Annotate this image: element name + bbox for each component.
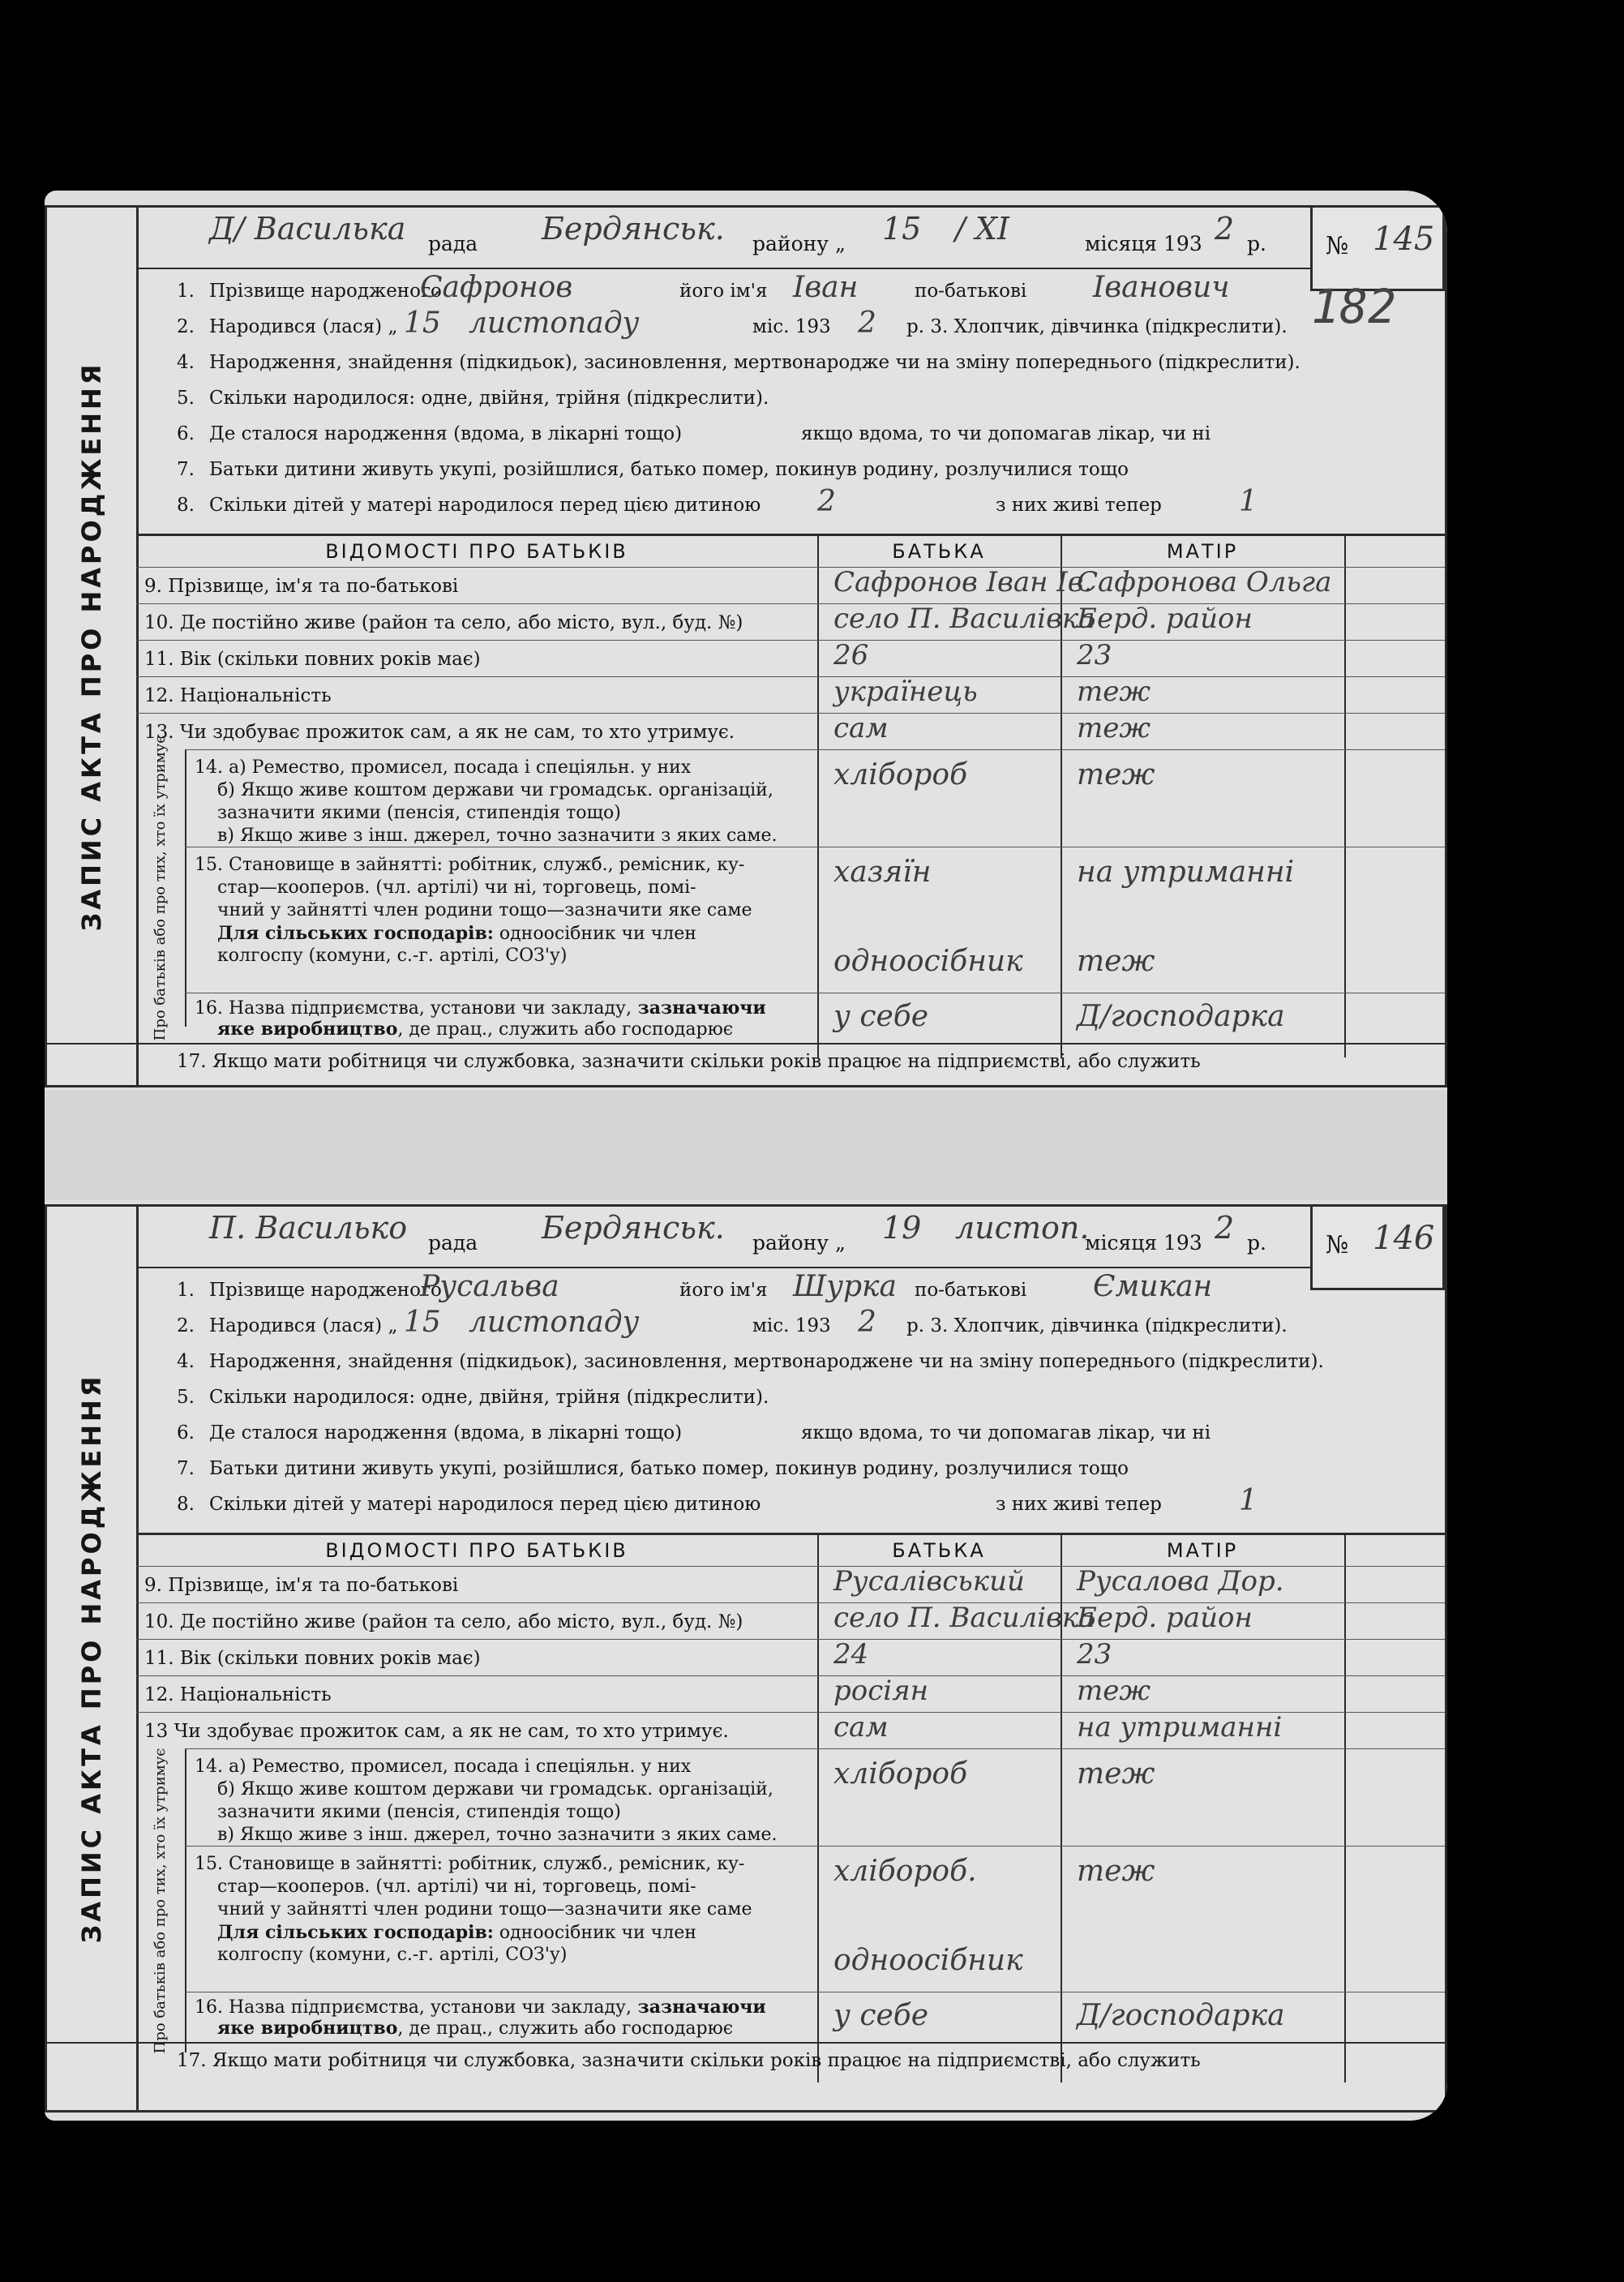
handwritten-v3: 1 (1239, 485, 1258, 518)
father-value: 24 (833, 1638, 869, 1671)
month-label: місяця 193 (1085, 1231, 1202, 1255)
row-15-line: 15. Становище в зайнятті: робітник, служб., ремісник, ку- (195, 855, 745, 875)
row-16-bold: зазначаючи (632, 1997, 766, 2018)
mother-value: 23 (1077, 1638, 1112, 1671)
table-row-17 (47, 1043, 1445, 1077)
handwritten-v2: листопаду (469, 307, 640, 340)
father-occupation: хлібороб (833, 1757, 968, 1791)
handwritten-v3: 2 (858, 1306, 876, 1339)
supporter-side-title: Про батьків або про тих, хто їх утримує (152, 1748, 169, 2053)
year-suffix: р. (1247, 1231, 1266, 1255)
supporter-side-column (136, 1748, 186, 2053)
handwritten-v2: Іван (793, 271, 859, 304)
father-value: 26 (833, 639, 869, 671)
line-end-label: з них живі тепер (996, 495, 1162, 516)
line-label: Народився (лася) „ (209, 1315, 398, 1336)
line-label: Скільки дітей у матері народилося перед цією дитиною (209, 1494, 761, 1515)
table-row (136, 1712, 1445, 1749)
table-row-16 (185, 993, 1445, 1044)
line-end-label: по-батькові (915, 1280, 1027, 1301)
table-header-cell: БАТЬКА (892, 1539, 986, 1562)
birth-record (45, 1204, 1447, 2113)
line-label: Прізвище народженого (209, 281, 442, 302)
row-16-rest: , де прац., служить або господарює (397, 1019, 734, 1040)
row-15-bold-line (217, 1921, 696, 1945)
father-status: хазяїн (833, 856, 932, 889)
handwritten-v2: листопаду (469, 1306, 640, 1339)
table-row-14 (185, 1748, 1445, 1847)
row-15-line: чний у зайнятті член родини тощо—зазначити яке саме (217, 900, 752, 920)
father-workplace: у себе (833, 1000, 929, 1033)
line-mid-label: його ім'я (679, 1280, 768, 1301)
mother-status: на утриманні (1077, 856, 1295, 889)
row-label: 11. Вік (скільки повних років має) (144, 1648, 481, 1669)
day-handwritten: 15 (882, 211, 922, 247)
line-mid-label: міс. 193 (752, 316, 831, 337)
line-number: 2. (177, 316, 195, 337)
row-15-line: стар—кооперов. (чл. артілі) чи ні, торговець, помі- (217, 1877, 696, 1897)
table-header-cell: ВІДОМОСТІ ПРО БАТЬКІВ (325, 1539, 628, 1562)
line-end-label: р. 3. Хлопчик, дівчинка (підкреслити). (906, 316, 1288, 337)
row-16-line-1 (195, 1996, 766, 2019)
line-label: Народження, знайдення (підкидьок), засиновлення, мертвонароджене чи на зміну попереднього (підкреслити). (209, 1351, 1324, 1372)
district-handwritten: Бердянськ. (542, 211, 725, 247)
mother-value: Берд. район (1077, 1602, 1253, 1634)
line-end-label: якщо вдома, то чи допомагав лікар, чи ні (801, 1422, 1211, 1443)
record-number-label: № (1326, 232, 1349, 260)
rada-label: рада (428, 232, 478, 255)
rada-handwritten: П. Василько (209, 1210, 408, 1246)
father-value: Сафронов Іван Ів. (833, 566, 1093, 598)
record-header (136, 1207, 1445, 1268)
line-end-label: по-батькові (915, 281, 1027, 302)
table-row-15 (185, 1846, 1445, 1992)
row-label: 10. Де постійно живе (район та село, або місто, вул., буд. №) (144, 612, 743, 633)
row-15-bold-text: Для сільських господарів: (217, 923, 494, 944)
table-row (136, 1675, 1445, 1713)
line-end-label: з них живі тепер (996, 1494, 1162, 1515)
row-15-bold-rest: одноосібник чи член (493, 1923, 696, 1943)
father-value: українець (833, 676, 978, 708)
line-end-label: р. 3. Хлопчик, дівчинка (підкреслити). (906, 1315, 1288, 1336)
parents-table (136, 534, 1445, 1072)
line-number: 5. (177, 388, 195, 409)
row-16-text: 16. Назва підприємства, установи чи закладу, (195, 1997, 632, 2018)
mother-farm-status: теж (1077, 945, 1155, 978)
row-15-last-line: колгоспу (комуни, с.-г. артілі, СОЗ'у) (217, 946, 568, 966)
line-label: Народився (лася) „ (209, 316, 398, 337)
document-sheet (45, 191, 1447, 2121)
father-value: село П. Василівка (833, 603, 1095, 635)
table-row-14 (185, 749, 1445, 847)
father-farm-status: одноосібник (833, 945, 1023, 978)
row-label: 9. Прізвище, ім'я та по-батькові (144, 576, 459, 597)
row-16-line-2 (217, 2017, 733, 2040)
rada-label: рада (428, 1231, 478, 1255)
record-side-title: ЗАПИС АКТА ПРО НАРОДЖЕННЯ (76, 361, 107, 932)
line-number: 1. (177, 1280, 195, 1301)
row-label: 10. Де постійно живе (район та село, або місто, вул., буд. №) (144, 1611, 743, 1632)
line-mid-label: міс. 193 (752, 1315, 831, 1336)
record-side-column (47, 1207, 139, 2110)
table-header-cell: МАТІР (1166, 1539, 1239, 1562)
record-header (136, 208, 1445, 269)
row-label: 9. Прізвище, ім'я та по-батькові (144, 1575, 459, 1596)
table-header-cell: МАТІР (1166, 540, 1239, 563)
mother-value: на утриманні (1077, 1711, 1283, 1744)
supporter-side-column (136, 735, 186, 1041)
table-row (136, 567, 1445, 604)
line-number: 7. (177, 1458, 195, 1479)
row-16-bold-2: яке виробництво (217, 2018, 398, 2039)
row-15-bold-text: Для сільських господарів: (217, 1922, 494, 1943)
father-workplace: у себе (833, 1999, 929, 2032)
father-farm-status: одноосібник (833, 1944, 1023, 1977)
line-number: 4. (177, 352, 195, 373)
row-label: 12. Національність (144, 685, 332, 706)
year-suffix: р. (1247, 232, 1266, 255)
handwritten-v2: Шурка (793, 1270, 897, 1303)
row-label: 13 Чи здобуває прожиток сам, а як не сам, то хто утримує. (144, 1721, 729, 1742)
handwritten-v1: 15 (404, 1306, 441, 1339)
row-16-bold: зазначаючи (632, 997, 766, 1019)
line-label: Де сталося народження (вдома, в лікарні тощо) (209, 423, 683, 444)
line-label: Скільки дітей у матері народилося перед цією дитиною (209, 495, 761, 516)
handwritten-v1: 15 (404, 307, 441, 340)
line-label: Скільки народилося: одне, двійня, трійня (підкреслити). (209, 388, 769, 409)
row-14-line: 14. а) Ремество, промисел, посада і спеціяльн. у них (195, 1757, 692, 1777)
row-14-line: б) Якщо живе коштом держави чи громадськ. організацій, (217, 1779, 773, 1799)
month-handwritten: / XI (955, 211, 1009, 247)
district-label: району „ (752, 232, 846, 255)
supporter-side-title: Про батьків або про тих, хто їх утримує (152, 735, 169, 1041)
mother-value: Берд. район (1077, 603, 1253, 635)
row-15-last-line: колгоспу (комуни, с.-г. артілі, СОЗ'у) (217, 1945, 568, 1965)
mother-occupation: теж (1077, 758, 1155, 791)
handwritten-v3: Ємикан (1093, 1270, 1213, 1303)
line-number: 7. (177, 459, 195, 480)
table-row (136, 676, 1445, 714)
record-number-value: 146 (1373, 1220, 1435, 1257)
mother-occupation: теж (1077, 1757, 1155, 1791)
table-row (136, 1639, 1445, 1676)
record-side-title: ЗАПИС АКТА ПРО НАРОДЖЕННЯ (76, 1373, 107, 1944)
table-row (136, 1602, 1445, 1640)
birth-record (45, 205, 1447, 1087)
rada-handwritten: Д/ Василька (209, 211, 406, 247)
handwritten-v1: Русальва (420, 1270, 559, 1303)
day-handwritten: 19 (882, 1210, 922, 1246)
line-number: 6. (177, 1422, 195, 1443)
line-number: 2. (177, 1315, 195, 1336)
row-15-bold-line (217, 922, 696, 946)
row-15-line: 15. Становище в зайнятті: робітник, служб., ремісник, ку- (195, 1854, 745, 1874)
year-handwritten: 2 (1215, 211, 1235, 247)
table-row-17 (47, 2042, 1445, 2076)
line-number: 8. (177, 1494, 195, 1515)
father-status: хлібороб. (833, 1855, 977, 1888)
father-value: сам (833, 712, 889, 744)
mother-workplace: Д/господарка (1077, 1999, 1285, 2032)
line-number: 4. (177, 1351, 195, 1372)
line-number: 8. (177, 495, 195, 516)
line-label: Батьки дитини живуть укупі, розійшлися, батько помер, покинув родину, розлучилися тощо (209, 1458, 1129, 1479)
sheet-gap (45, 1091, 1447, 1200)
father-value: село П. Василівка (833, 1602, 1095, 1634)
line-label: Де сталося народження (вдома, в лікарні тощо) (209, 1422, 683, 1443)
father-occupation: хлібороб (833, 758, 968, 791)
row-16-bold-2: яке виробництво (217, 1019, 398, 1040)
table-row (136, 603, 1445, 641)
row-label: 13. Чи здобуває прожиток сам, а як не сам, то хто утримує. (144, 722, 735, 743)
row-14-line: в) Якщо живе з інш. джерел, точно зазначити з яких саме. (217, 1825, 778, 1845)
row-label: 11. Вік (скільки повних років має) (144, 649, 481, 670)
row-17-text: 17. Якщо мати робітниця чи службовка, зазначити скільки років працює на підприємстві, або служить (177, 1051, 1201, 1072)
mother-value: 23 (1077, 639, 1112, 671)
handwritten-v1: Сафронов (420, 271, 573, 304)
record-number-box (1310, 1204, 1445, 1290)
table-row (136, 1566, 1445, 1603)
month-handwritten: листоп. (955, 1210, 1090, 1246)
mother-status: теж (1077, 1855, 1155, 1888)
margin-number-mark: 182 (1311, 279, 1396, 334)
mother-workplace: Д/господарка (1077, 1000, 1285, 1033)
line-label: Прізвище народженого (209, 1280, 442, 1301)
father-value: росіян (833, 1675, 929, 1707)
row-14-line: в) Якщо живе з інш. джерел, точно зазначити з яких саме. (217, 826, 778, 846)
row-14-line: 14. а) Ремество, промисел, посада і спеціяльн. у них (195, 757, 692, 778)
row-15-line: стар—кооперов. (чл. артілі) чи ні, торговець, помі- (217, 877, 696, 898)
line-number: 1. (177, 281, 195, 302)
row-16-line-1 (195, 997, 766, 1020)
table-row (136, 713, 1445, 750)
row-14-line: б) Якщо живе коштом держави чи громадськ. організацій, (217, 780, 773, 800)
table-row-16 (185, 1992, 1445, 2043)
line-label: Скільки народилося: одне, двійня, трійня (підкреслити). (209, 1387, 769, 1408)
mother-value: Сафронова Ольга (1077, 566, 1332, 598)
father-value: Русалівський (833, 1565, 1025, 1598)
month-label: місяця 193 (1085, 232, 1202, 255)
year-handwritten: 2 (1215, 1210, 1235, 1246)
row-16-line-2 (217, 1018, 733, 1041)
line-label: Народження, знайдення (підкидьок), засиновлення, мертвонародже чи на зміну попереднього (підкреслити). (209, 352, 1300, 373)
row-16-text: 16. Назва підприємства, установи чи закладу, (195, 998, 632, 1019)
row-14-line: зазначити якими (пенсія, стипендія тощо) (217, 803, 621, 823)
record-number-label: № (1326, 1231, 1349, 1259)
table-row (136, 640, 1445, 677)
row-15-bold-rest: одноосібник чи член (493, 924, 696, 944)
handwritten-v3: 2 (858, 307, 876, 340)
table-header-cell: БАТЬКА (892, 540, 986, 563)
handwritten-v1: 2 (817, 485, 836, 518)
line-end-label: якщо вдома, то чи допомагав лікар, чи ні (801, 423, 1211, 444)
row-14-line: зазначити якими (пенсія, стипендія тощо) (217, 1802, 621, 1822)
line-label: Батьки дитини живуть укупі, розійшлися, батько помер, покинув родину, розлучилися тощо (209, 459, 1129, 480)
line-mid-label: його ім'я (679, 281, 768, 302)
handwritten-v3: 1 (1239, 1484, 1258, 1517)
mother-value: теж (1077, 676, 1151, 708)
district-label: району „ (752, 1231, 846, 1255)
mother-value: теж (1077, 712, 1151, 744)
mother-value: теж (1077, 1675, 1151, 1707)
line-number: 5. (177, 1387, 195, 1408)
parents-table (136, 1533, 1445, 2083)
row-15-line: чний у зайнятті член родини тощо—зазначити яке саме (217, 1899, 752, 1920)
table-row-15 (185, 847, 1445, 993)
record-number-value: 145 (1373, 221, 1435, 258)
handwritten-v3: Іванович (1093, 271, 1230, 304)
record-side-column (47, 208, 139, 1085)
row-17-text: 17. Якщо мати робітниця чи службовка, зазначити скільки років працює на підприємстві, або служить (177, 2050, 1201, 2071)
district-handwritten: Бердянськ. (542, 1210, 725, 1246)
father-value: сам (833, 1711, 889, 1744)
row-16-rest: , де прац., служить або господарює (397, 2018, 734, 2039)
line-number: 6. (177, 423, 195, 444)
mother-value: Русалова Дор. (1077, 1565, 1284, 1598)
table-header-cell: ВІДОМОСТІ ПРО БАТЬКІВ (325, 540, 628, 563)
row-label: 12. Національність (144, 1684, 332, 1705)
